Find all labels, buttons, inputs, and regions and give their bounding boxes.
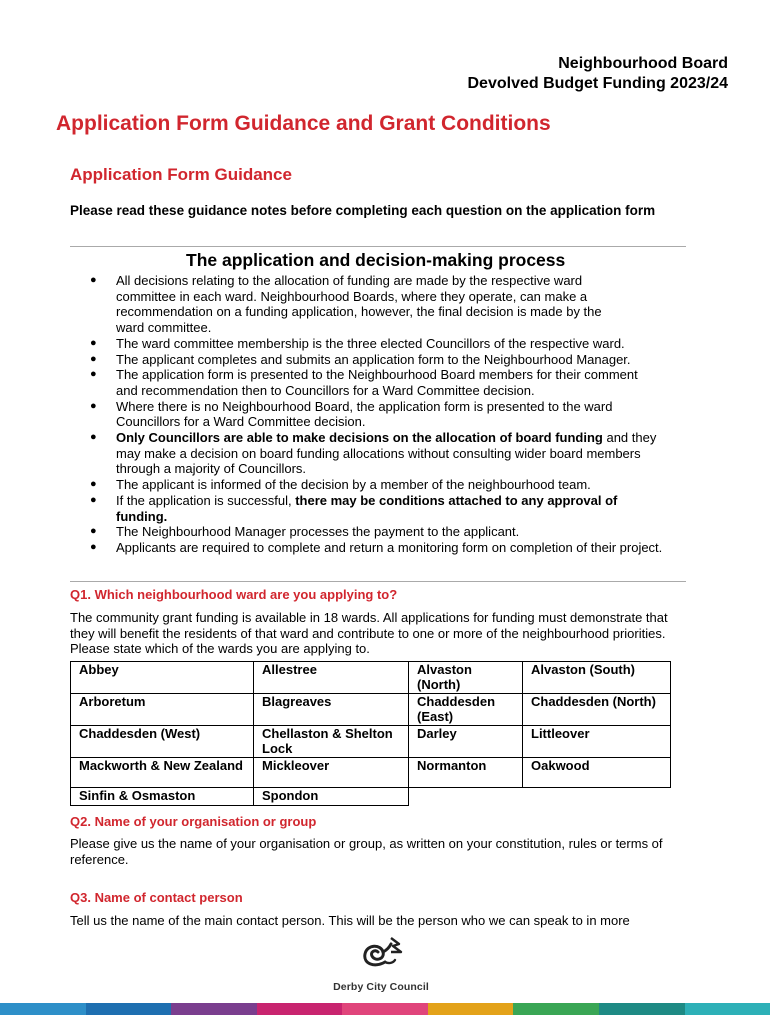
bullet-icon: ● [90, 431, 97, 444]
ward-cell: Mickleover [254, 758, 409, 788]
ward-cell: Abbey [71, 662, 254, 694]
bullet-text: All decisions relating to the allocation of funding are made by the respective ward committee in each ward. Neighbourhood Boards, where they operate, can make a recommendation on a funding application, however, the final decision is made by the ward committee. [116, 273, 602, 336]
divider-bottom [70, 581, 686, 582]
bullet-item [70, 430, 710, 477]
bullet-item [70, 524, 710, 540]
bullet-icon: ● [90, 368, 97, 381]
q2-body: Please give us the name of your organisation or group, as written on your constitution, rules or terms of reference. [70, 836, 663, 867]
bullet-item [70, 477, 710, 493]
intro-text: Please read these guidance notes before completing each question on the application form [70, 203, 656, 218]
stripe-segment [171, 1003, 257, 1015]
ward-cell: Spondon [254, 788, 409, 806]
table-row [71, 758, 671, 788]
bullet-item [70, 336, 710, 352]
process-bullet-list [70, 273, 710, 556]
bullet-text: and they may make a decision on board funding allocations without consulting wider board members through a majority of Councillors. [116, 430, 657, 477]
council-logo [326, 934, 436, 993]
logo-text: Derby City Council [333, 981, 429, 993]
ward-cell: Alvaston (North) [409, 662, 523, 694]
section-title: Application Form Guidance [70, 165, 292, 184]
ward-cell: Chaddesden (West) [71, 726, 254, 758]
q3-body: Tell us the name of the main contact person. This will be the person who we can speak to in more [70, 913, 630, 928]
page-title: Application Form Guidance and Grant Conditions [56, 112, 551, 135]
stripe-segment [0, 1003, 86, 1015]
bullet-text: If the application is successful, [116, 492, 296, 508]
ward-cell: Oakwood [523, 758, 671, 788]
header-board-name: Neighbourhood Board [558, 55, 728, 72]
bullet-text: The ward committee membership is the three elected Councillors of the respective ward. [116, 335, 625, 351]
ward-cell: Allestree [254, 662, 409, 694]
table-row [71, 788, 671, 806]
bullet-item [70, 540, 710, 556]
process-heading: The application and decision-making process [186, 250, 566, 270]
ram-icon [355, 934, 407, 974]
bullet-icon: ● [90, 399, 97, 412]
bullet-bold-text: Only Councillors are able to make decisions on the allocation of board funding [116, 430, 603, 446]
q1-heading: Q1. Which neighbourhood ward are you applying to? [70, 587, 398, 602]
bullet-icon: ● [90, 336, 97, 349]
divider-top [70, 246, 686, 247]
stripe-segment [599, 1003, 685, 1015]
empty-cell [409, 788, 523, 806]
bullet-icon: ● [90, 493, 97, 506]
bullet-icon: ● [90, 478, 97, 491]
ward-cell: Blagreaves [254, 694, 409, 726]
stripe-segment [428, 1003, 514, 1015]
bullet-icon: ● [90, 525, 97, 538]
ward-cell: Chellaston & Shelton Lock [254, 726, 409, 758]
bullet-item [70, 399, 710, 430]
bullet-text: Applicants are required to complete and return a monitoring form on completion of their project. [116, 539, 663, 555]
bullet-item [70, 273, 710, 336]
ward-cell: Normanton [409, 758, 523, 788]
ward-table [70, 661, 671, 806]
ward-cell: Chaddesden (North) [523, 694, 671, 726]
bullet-bold-text: there may be conditions attached to any approval of funding. [116, 492, 618, 524]
table-row [71, 694, 671, 726]
ward-cell: Arboretum [71, 694, 254, 726]
table-row [71, 662, 671, 694]
stripe-segment [342, 1003, 428, 1015]
bullet-text: Where there is no Neighbourhood Board, the application form is presented to the ward Councillors for a Ward Committee decision. [116, 398, 613, 430]
stripe-segment [513, 1003, 599, 1015]
bullet-icon: ● [90, 274, 97, 286]
footer-color-stripe [0, 1003, 770, 1015]
empty-cell [523, 788, 671, 806]
stripe-segment [257, 1003, 343, 1015]
ward-cell: Alvaston (South) [523, 662, 671, 694]
stripe-segment [685, 1003, 770, 1015]
bullet-text: The applicant is informed of the decision by a member of the neighbourhood team. [116, 477, 591, 493]
bullet-text: The Neighbourhood Manager processes the payment to the applicant. [116, 524, 520, 540]
q3-heading: Q3. Name of contact person [70, 890, 243, 905]
bullet-text: The applicant completes and submits an application form to the Neighbourhood Manager. [116, 351, 631, 367]
ward-cell: Chaddesden (East) [409, 694, 523, 726]
ward-cell: Darley [409, 726, 523, 758]
table-row [71, 726, 671, 758]
q2-heading: Q2. Name of your organisation or group [70, 814, 317, 829]
q1-body: The community grant funding is available in 18 wards. All applications for funding must demonstrate that they will benefit the residents of that ward and contribute to one or more of the neighbourhood priorities. Please state which of the wards you are applying to. [70, 610, 668, 657]
header-budget-year: Devolved Budget Funding 2023/24 [467, 75, 728, 92]
bullet-text: The application form is presented to the Neighbourhood Board members for their comment and recommendation then to Councillors for a Ward Committee decision. [116, 367, 638, 398]
bullet-item [70, 352, 710, 368]
document-header [468, 54, 729, 94]
ward-cell: Sinfin & Osmaston [71, 788, 254, 806]
bullet-icon: ● [90, 352, 97, 365]
bullet-item [70, 493, 710, 524]
ward-cell: Mackworth & New Zealand [71, 758, 254, 788]
ward-cell: Littleover [523, 726, 671, 758]
bullet-icon: ● [90, 540, 97, 553]
bullet-item [70, 367, 710, 398]
stripe-segment [86, 1003, 172, 1015]
